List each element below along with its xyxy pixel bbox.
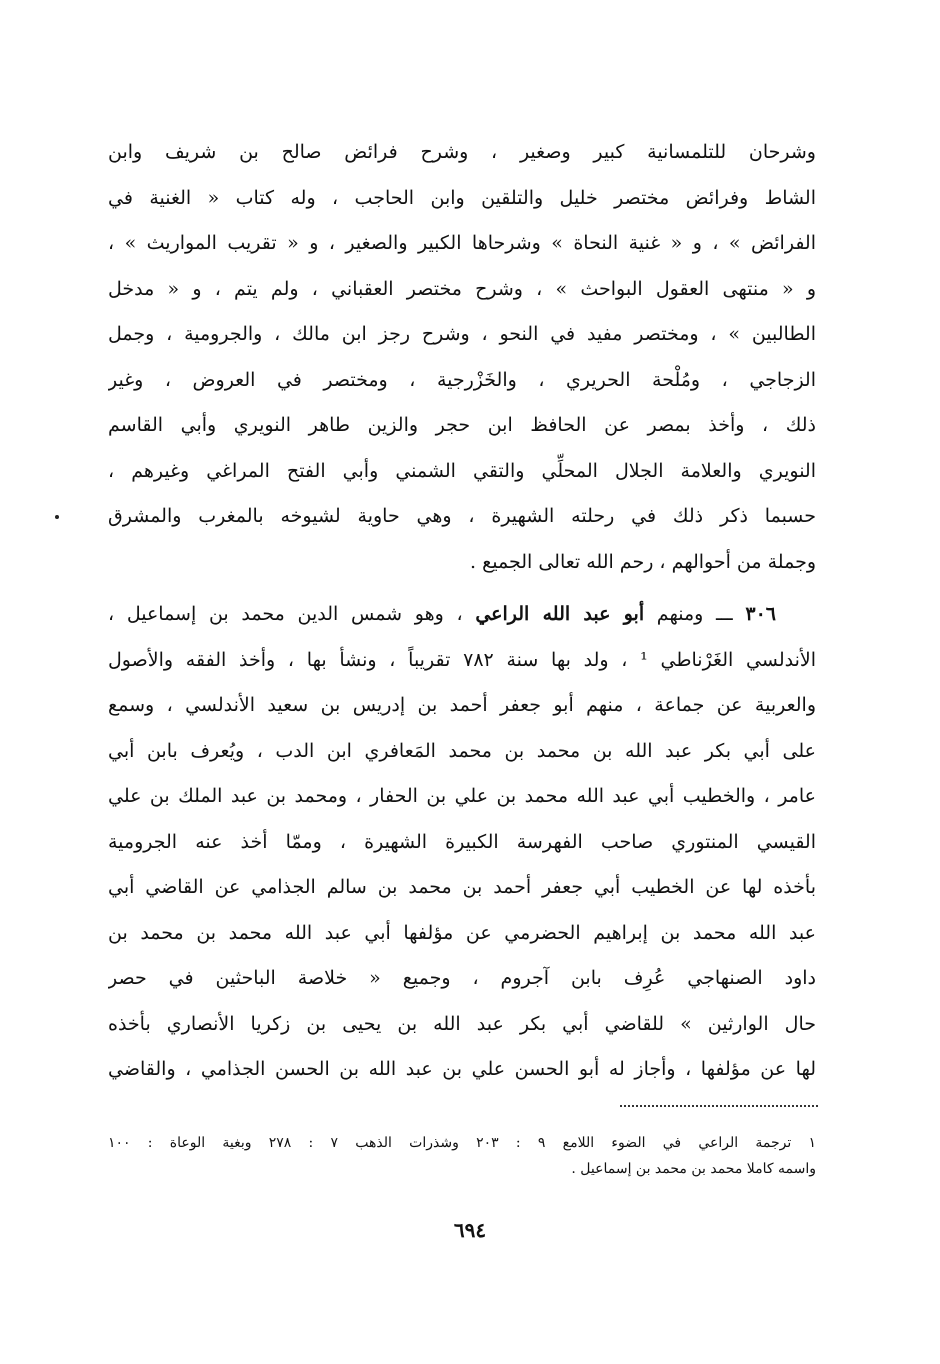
page-number: ٦٩٤ (453, 1218, 487, 1242)
entry-heading-line (108, 592, 816, 638)
text-line: بأخذه لها عن الخطيب أبي جعفر أحمد بن محمد بن سالم الجذامي عن القاضي أبي (108, 876, 816, 898)
text-line: الفرائض » ، و « غنية النحاة » وشرحاها الكبير والصغير ، و « تقريب المواريث » ، (108, 232, 816, 254)
text-line: و « منتهى العقول البواحث » ، وشرح مختصر العقباني ، ولم يتم ، و « مدخل (108, 277, 816, 300)
margin-speck (55, 515, 59, 519)
footnote-separator (620, 1105, 818, 1107)
text-line: الزجاجي ، ومُلْحة الحريري ، والخَزْرجية ، ومختصر في العروض ، وغير (108, 368, 816, 391)
text-line: الشاط وفرائض مختصر خليل والتلقين وابن الحاجب ، وله كتاب « الغنية في (108, 186, 816, 209)
text-line: وشرحان للتلمسانية كبير وصغير ، وشرح فرائض صالح بن شريف وابن (108, 141, 816, 163)
footnote-line: ١ ترجمة الراعي في الضوء اللامع ٩ : ٢٠٣ وشذرات الذهب ٧ : ٢٧٨ وبغية الوعاة : ١٠٠ (108, 1135, 816, 1151)
text-line: حال الوارثين » للقاضي أبي بكر عبد الله بن يحيى بن زكريا الأنصاري بأخذه (108, 1012, 816, 1035)
entry-intro-text-2: ، وهو شمس الدين محمد بن إسماعيل ، (108, 603, 476, 625)
text-line: ذلك ، وأخذ بمصر عن الحافظ ابن حجر والزين طاهر النويري وأبي القاسم (108, 414, 816, 436)
entry-number: ٣٠٦ (745, 603, 776, 625)
text-line: وجملة من أحوالهم ، رحم الله تعالى الجميع . (470, 550, 816, 573)
text-line: الطالبين » ، ومختصر مفيد في النحو ، وشرح رجز ابن مالك ، والجرومية ، وجمل (108, 323, 816, 345)
entry-intro-text: ـــ ومنهم (644, 603, 746, 625)
text-line: القيسي المنتوري صاحب الفهرسة الكبيرة الشهيرة ، وممّا أخذ عنه الجرومية (108, 830, 816, 853)
paragraph-continuation (108, 130, 816, 585)
footnote-line: واسمه كاملا محمد بن محمد بن إسماعيل . (571, 1161, 816, 1177)
text-line: داود الصنهاجي عُرِف بابن آجروم ، وجميع « خلاصة الباحثين في حصر (108, 967, 816, 989)
footnote (108, 1130, 816, 1182)
text-line: الأندلسي الغَرْناطي ¹ ، ولد بها سنة ٧٨٢ تقريباً ، ونشأ بها ، وأخذ الفقه والأصول (108, 648, 816, 671)
text-line: على أبي بكر عبد الله بن محمد بن محمد المَعافري ابن الدب ، ويُعرف بابن أبي (108, 739, 816, 762)
text-line: النويري والعلامة الجلال المحلِّي والتقي الشمني وأبي الفتح المراغي وغيرهم ، (108, 459, 816, 482)
entry-306-paragraph (108, 592, 816, 1093)
entry-subject-name: أبو عبد الله الراعي (475, 603, 645, 625)
text-line: لها عن مؤلفها ، وأجاز له أبو الحسن علي بن عبد الله بن الحسن الجذامي ، والقاضي (108, 1058, 816, 1080)
text-line: والعربية عن جماعة ، منهم أبو جعفر أحمد بن إدريس بن سعيد الأندلسي ، وسمع (108, 694, 816, 716)
text-line: عامر ، والخطيب أبي عبد الله محمد بن علي بن الحفار ، ومحمد بن عبد الملك بن علي (108, 785, 816, 807)
text-line: عبد الله محمد بن إبراهيم الحضرمي عن مؤلفها أبي عبد الله محمد بن محمد بن (108, 921, 816, 944)
text-line: حسبما ذكر ذلك في رحلته الشهيرة ، وهي حاوية لشيوخه بالمغرب والمشرق (108, 505, 816, 527)
